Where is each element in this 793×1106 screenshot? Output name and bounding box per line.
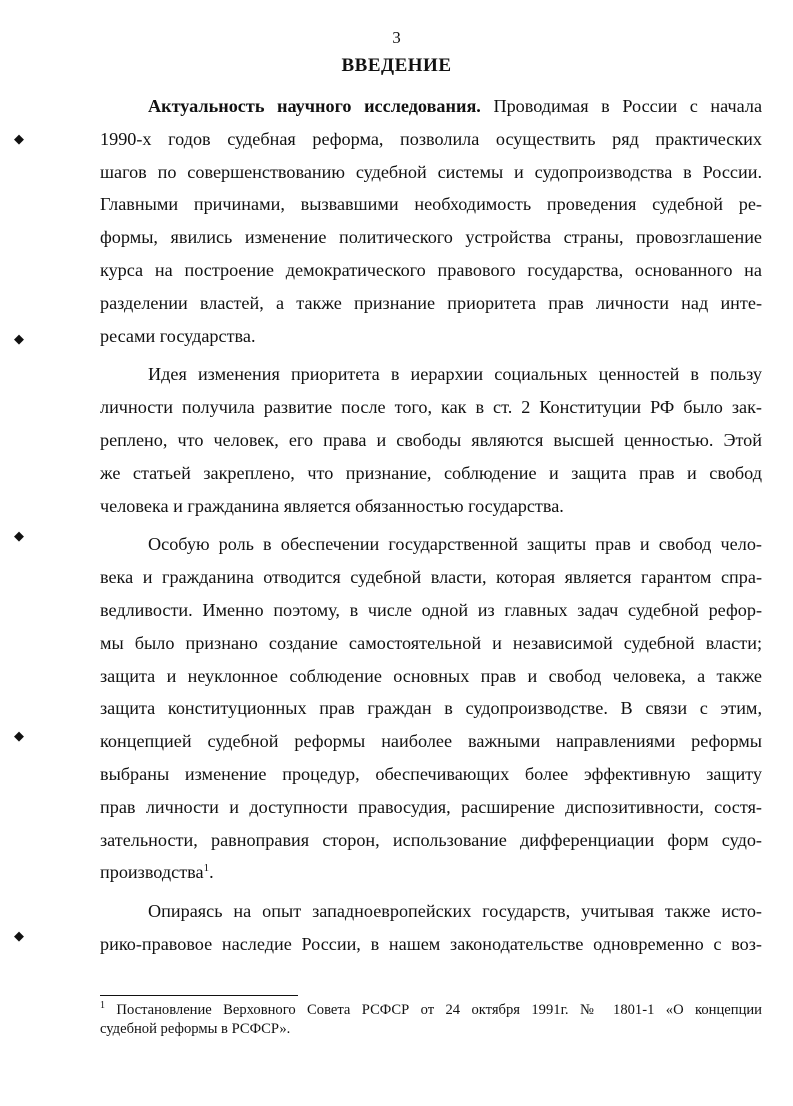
footnote-line: судебной реформы в РСФСР».	[100, 1021, 291, 1037]
binding-hole-mark-icon: ◆	[14, 729, 24, 744]
text-line: шагов по совершенствованию судебной системы и судопроизводства в России.	[100, 161, 762, 182]
page-number: 3	[392, 28, 401, 47]
binding-hole-mark-icon: ◆	[14, 529, 24, 544]
text-line: разделении властей, а также признание приоритета прав личности над инте-	[100, 292, 762, 313]
text-line: 1990-х годов судебная реформа, позволила осуществить ряд практических	[100, 128, 762, 149]
text-line: зательности, равноправия сторон, использование дифференциации форм судо-	[100, 829, 762, 850]
document-body	[100, 90, 762, 961]
paragraph-judicial-role	[100, 528, 762, 889]
paragraph-priority	[100, 358, 762, 522]
text-line: мы было признано создание самостоятельной и независимой судебной власти;	[100, 632, 762, 653]
text-line: человека и гражданина является обязанностью государства.	[100, 495, 564, 516]
text-line: ведливости. Именно поэтому, в числе одной из главных задач судебной рефор-	[100, 599, 762, 620]
text-line: рико-правовое наследие России, в нашем законодательстве одновременно с воз-	[100, 933, 762, 954]
text-line: концепцией судебной реформы наиболее важными направлениями реформы	[100, 731, 762, 752]
footnote	[100, 1001, 762, 1039]
binding-hole-mark-icon: ◆	[14, 332, 24, 347]
text-line: защита конституционных прав граждан в судопроизводстве. В связи с этим,	[100, 698, 762, 719]
page-title: ВВЕДЕНИЕ	[341, 55, 452, 76]
text-line: Особую роль в обеспечении государственной защиты прав и свобод чело-	[148, 534, 762, 555]
binding-hole-mark-icon: ◆	[14, 132, 24, 147]
text-line: Идея изменения приоритета в иерархии социальных ценностей в пользу	[148, 364, 762, 385]
text-line: защита и неуклонное соблюдение основных прав и свобод человека, а также	[100, 665, 762, 686]
footnote-marker: 1	[100, 1000, 105, 1012]
paragraph-relevance	[100, 90, 762, 352]
text-line: формы, явились изменение политического устройства страны, провозглашение	[100, 227, 762, 248]
text-line: Актуальность научного исследования. Проводимая в России с начала	[148, 96, 763, 116]
text-line: века и гражданина отводится судебной власти, которая является гарантом спра-	[100, 567, 762, 588]
paragraph-lead: Актуальность научного исследования.	[148, 96, 481, 116]
footnote-divider	[100, 995, 298, 996]
text-line: личности получила развитие после того, как в ст. 2 Конституции РФ было зак-	[100, 397, 762, 418]
text-line: ресами государства.	[100, 325, 256, 346]
text-line: производства$^1$.	[100, 862, 214, 883]
text-line: курса на построение демократического правового государства, основанного на	[100, 259, 762, 280]
binding-hole-mark-icon: ◆	[14, 929, 24, 944]
footnote-reference[interactable]: 1	[203, 862, 210, 875]
text-line: Опираясь на опыт западноевропейских государств, учитывая также исто-	[148, 901, 762, 922]
text-line: же статьей закреплено, что признание, соблюдение и защита прав и свобод	[100, 462, 762, 483]
text-line: выбраны изменение процедур, обеспечивающих более эффективную защиту	[100, 763, 762, 784]
text-line: Главными причинами, вызвавшими необходимость проведения судебной ре-	[100, 194, 762, 215]
paragraph-western-experience	[100, 895, 762, 961]
text-line: прав личности и доступности правосудия, расширение диспозитивности, состя-	[100, 796, 762, 817]
footnote-line: $^1$ Постановление Верховного Совета РСФСР от 24 октября 1991г. № 1801-1 «О концепции	[100, 1000, 762, 1018]
text-line: реплено, что человек, его права и свободы являются высшей ценностью. Этой	[100, 429, 762, 450]
